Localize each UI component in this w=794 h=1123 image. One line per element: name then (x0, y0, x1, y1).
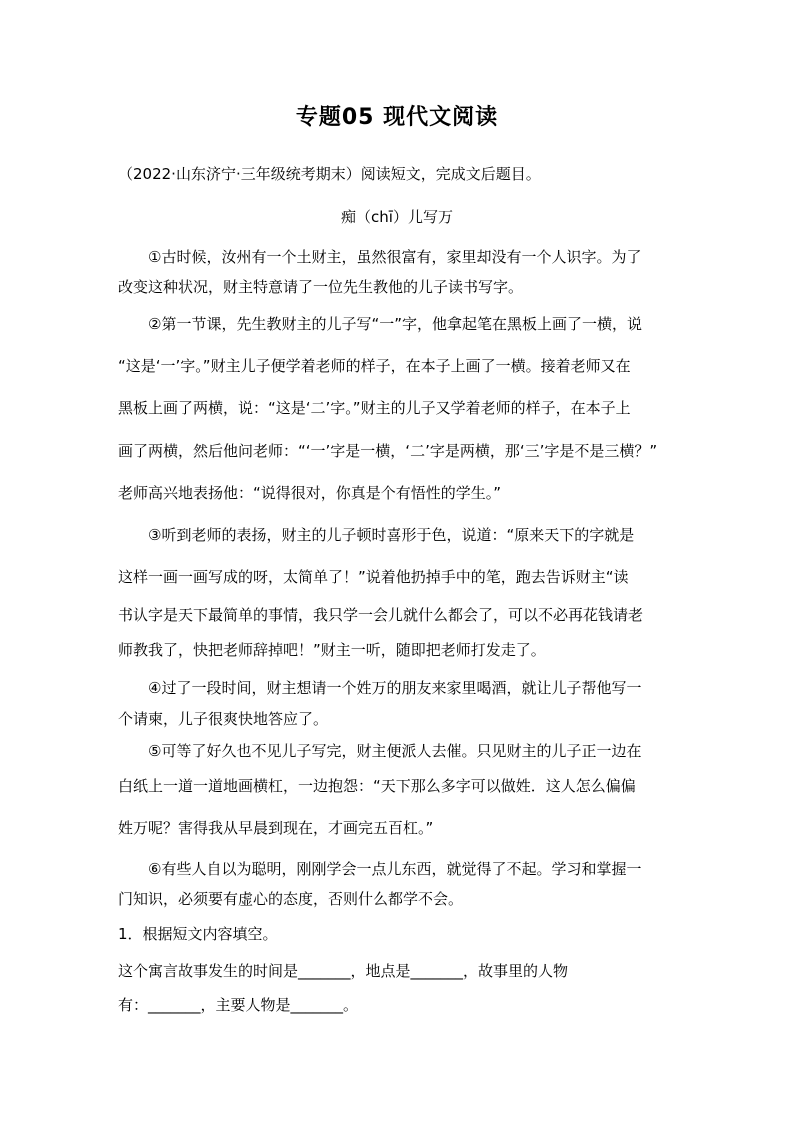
paragraph-line: 白纸上一道一道地画横杠，一边抱怨：“天下那么多字可以做姓．这人怎么偏偏 (118, 777, 636, 795)
page-title: 专题05 现代文阅读 (295, 105, 499, 130)
paragraph-line: ④过了一段时间，财主想请一个姓万的朋友来家里喝酒，就让儿子帮他写一 (148, 679, 642, 697)
paragraph-line: 书认字是天下最简单的事情，我只学一会儿就什么都会了，可以不必再花钱请老 (118, 606, 644, 624)
paragraph-line: 老师高兴地表扬他：“说得很对，你真是个有悟性的学生。” (118, 484, 502, 502)
article-title: 痴（chī）儿写万 (341, 208, 453, 226)
paragraph-line: 黑板上画了两横，说：“这是‘二’字。”财主的儿子又学着老师的样子，在本子上 (118, 399, 631, 417)
paragraph-line: ⑥有些人自以为聪明，刚刚学会一点儿东西，就觉得了不起。学习和掌握一 (148, 860, 642, 878)
paragraph-line: 画了两横，然后他问老师：“‘一’字是一横，‘二’字是两横，那‘三’字是不是三横？” (118, 442, 658, 460)
paragraph-line: ⑤可等了好久也不见儿子写完，财主便派人去催。只见财主的儿子正一边在 (148, 742, 642, 760)
paragraph-line: 个请柬，儿子很爽快地答应了。 (118, 710, 329, 728)
paragraph-line: 姓万呢？害得我从早晨到现在，才画完五百杠。” (118, 819, 434, 837)
paragraph-line: ②第一节课，先生教财主的儿子写“一”字，他拿起笔在黑板上画了一横，说 (148, 315, 642, 333)
question-line: 有：_______，主要人物是_______。 (118, 996, 359, 1014)
paragraph-line: 这样一画一画写成的呀，太简单了！”说着他扔掉手中的笔，跑去告诉财主“读 (118, 568, 629, 586)
source-note: （2022·山东济宁·三年级统考期末）阅读短文，完成文后题目。 (118, 165, 541, 183)
question-heading: 1．根据短文内容填空。 (118, 925, 278, 943)
paragraph-line: ③听到老师的表扬，财主的儿子顿时喜形于色，说道：“原来天下的字就是 (148, 526, 635, 544)
paragraph-line: 师教我了，快把老师辞掉吧！”财主一听，随即把老师打发走了。 (118, 641, 546, 659)
paragraph-line: 改变这种状况，财主特意请了一位先生教他的儿子读书写字。 (118, 278, 524, 296)
question-line: 这个寓言故事发生的时间是_______，地点是_______，故事里的人物 (118, 962, 569, 980)
paragraph-line: “这是‘一’字。”财主儿子便学着老师的样子，在本子上画了一横。接着老师又在 (118, 357, 631, 375)
paragraph-line: 门知识，必须要有虚心的态度，否则什么都学不会。 (118, 890, 464, 908)
paragraph-line: ①古时候，汝州有一个土财主，虽然很富有，家里却没有一个人识字。为了 (148, 248, 642, 266)
